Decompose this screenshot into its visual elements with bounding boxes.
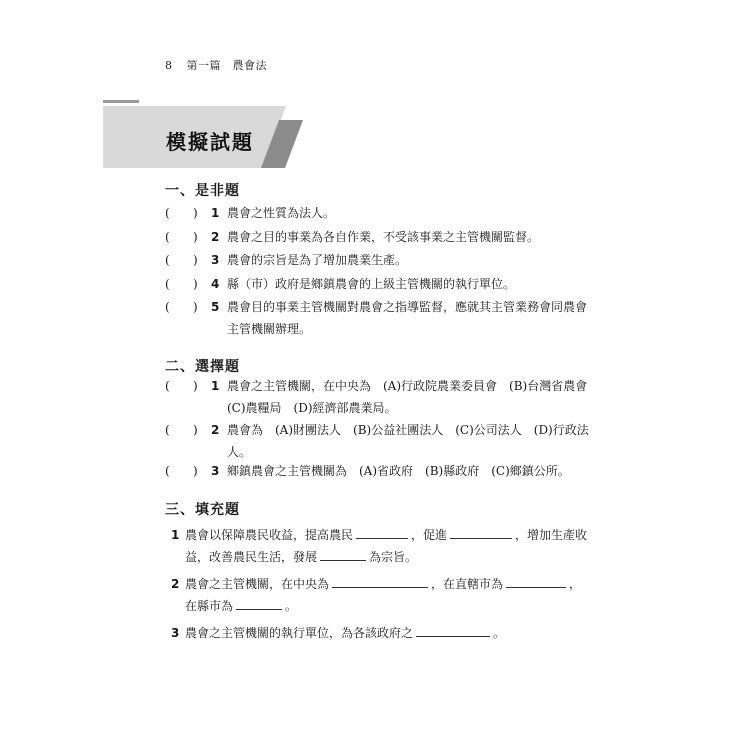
question-number: 2	[211, 230, 220, 244]
question-text: 農會以保障農民收益，提高農民 ，促進 ，增加生產收益，改善農民生活，發展 為宗旨。	[185, 524, 590, 568]
decorative-bar	[103, 100, 139, 103]
question-number: 1	[171, 528, 180, 542]
question-number: 5	[211, 300, 220, 314]
answer-blank[interactable]	[506, 573, 566, 588]
page-number: 8	[165, 59, 173, 72]
answer-blank[interactable]	[450, 524, 512, 539]
section-title-fill-in: 三、填充題	[165, 502, 240, 518]
question-number: 3	[211, 464, 220, 478]
section-title-multiple-choice: 二、選擇題	[165, 359, 240, 375]
question-number: 3	[211, 253, 220, 267]
question-text: 鄉鎮農會之主管機關為 (A)省政府 (B)縣政府 (C)鄉鎮公所。	[227, 464, 570, 478]
question-text: 農會之主管機關，在中央為 ，在直轄市為 ，在縣市為 。	[185, 573, 590, 617]
section-banner	[103, 106, 303, 168]
question-number: 2	[171, 577, 180, 591]
question-text: 農會目的事業主管機關對農會之指導監督，應就其主管業務會同農會主管機關辦理。	[227, 300, 588, 336]
question-number: 2	[211, 423, 220, 437]
question-text: 農會之主管機關，在中央為 (A)行政院農業委員會 (B)台灣省農會 (C)農糧局 (D)經濟部農業局。	[227, 379, 600, 415]
answer-blank[interactable]	[332, 573, 428, 588]
question-text: 農會為 (A)財團法人 (B)公益社團法人 (C)公司法人 (D)行政法人。	[227, 423, 589, 459]
question-number: 4	[211, 277, 220, 291]
question-text: 農會之性質為法人。	[227, 206, 336, 220]
chapter-title: 第一篇 農會法	[186, 59, 267, 72]
question-text: 農會之主管機關的執行單位，為各該政府之 。	[185, 622, 590, 644]
question-text: 縣（市）政府是鄉鎮農會的上級主管機關的執行單位。	[227, 277, 516, 291]
question-text: 農會之目的事業為各自作業，不受該事業之主管機關監督。	[227, 230, 540, 244]
question-number: 1	[211, 206, 220, 220]
section-title-true-false: 一、是非題	[165, 183, 240, 199]
answer-blank[interactable]	[416, 622, 490, 637]
answer-blank[interactable]	[356, 524, 408, 539]
answer-blank[interactable]	[236, 595, 282, 610]
question-number: 1	[211, 379, 220, 393]
question-text: 農會的宗旨是為了增加農業生產。	[227, 253, 408, 267]
running-header	[165, 57, 267, 73]
banner-title: 模擬試題	[166, 130, 254, 154]
answer-blank[interactable]	[320, 546, 366, 561]
question-number: 3	[171, 626, 180, 640]
